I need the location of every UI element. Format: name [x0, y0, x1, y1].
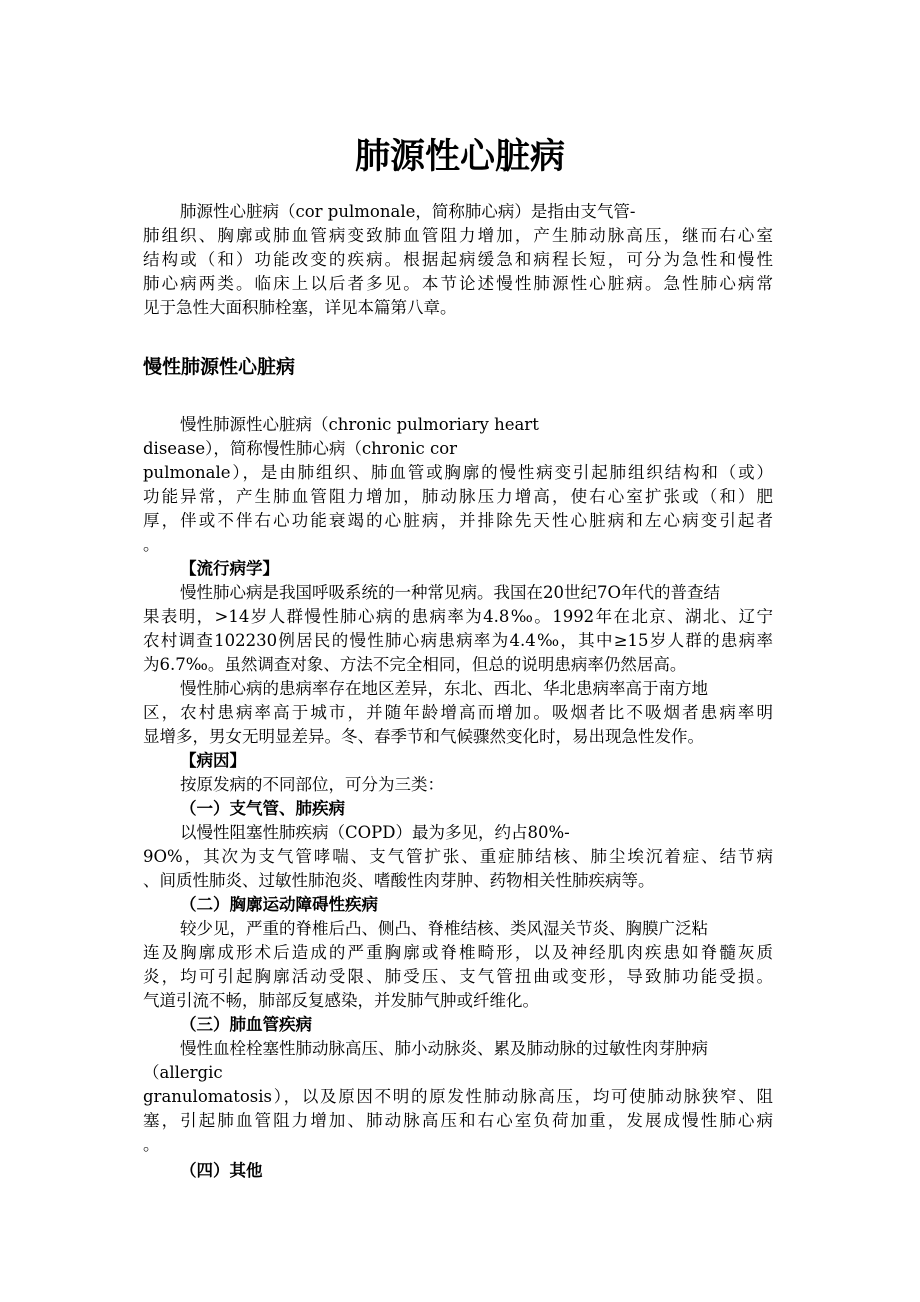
epidemiology-line: 慢性肺心病是我国呼吸系统的一种常见病。我国在20世纪7O年代的普查结 — [180, 583, 721, 602]
etiology-line: 。 — [143, 1135, 160, 1154]
etiology-line: （allergic — [143, 1063, 223, 1082]
epidemiology-line: 果表明，>14岁人群慢性肺心病的患病率为4.8‰。1992年在北京、湖北、辽宁 — [143, 607, 773, 626]
epidemiology-line: 农村调查102230例居民的慢性肺心病患病率为4.4‰，其中≥15岁人群的患病率 — [143, 631, 773, 650]
epidemiology-line: 区，农村患病率高于城市，并随年龄增高而增加。吸烟者比不吸烟者患病率明 — [143, 703, 773, 722]
section-heading: 慢性肺源性心脏病 — [143, 356, 296, 378]
etiology-heading: 【病因】 — [180, 751, 246, 770]
etiology-subheading-4: （四）其他 — [180, 1161, 263, 1180]
epidemiology-line: 慢性肺心病的患病率存在地区差异，东北、西北、华北患病率高于南方地 — [180, 679, 708, 698]
intro-line: 肺源性心脏病（cor pulmonale，简称肺心病）是指由支气管- — [180, 202, 636, 221]
document-title: 肺源性心脏病 — [354, 137, 565, 177]
etiology-line: 连及胸廓成形术后造成的严重胸廓或脊椎畸形，以及神经肌肉疾患如脊髓灰质 — [143, 943, 773, 962]
etiology-line: 以慢性阻塞性肺疾病（COPD）最为多见，约占80%- — [180, 823, 570, 842]
definition-line: 厚，伴或不伴右心功能衰竭的心脏病，并排除先天性心脏病和左心病变引起者 — [143, 511, 773, 530]
etiology-line: 较少见，严重的脊椎后凸、侧凸、脊椎结核、类风湿关节炎、胸膜广泛粘 — [180, 919, 708, 938]
etiology-line: 塞，引起肺血管阻力增加、肺动脉高压和右心室负荷加重，发展成慢性肺心病 — [143, 1111, 773, 1130]
definition-line: 慢性肺源性心脏病（chronic pulmoriary heart — [180, 415, 539, 434]
intro-line: 结构或（和）功能改变的疾病。根据起病缓急和病程长短，可分为急性和慢性 — [143, 250, 773, 269]
etiology-line: 9O%，其次为支气管哮喘、支气管扩张、重症肺结核、肺尘埃沉着症、结节病 — [143, 847, 773, 866]
etiology-line: 炎，均可引起胸廓活动受限、肺受压、支气管扭曲或变形，导致肺功能受损。 — [143, 967, 773, 986]
definition-line: pulmonale），是由肺组织、肺血管或胸廓的慢性病变引起肺组织结构和（或） — [143, 463, 773, 482]
definition-line: 功能异常，产生肺血管阻力增加，肺动脉压力增高，使右心室扩张或（和）肥 — [143, 487, 773, 506]
etiology-line: 气道引流不畅，肺部反复感染，并发肺气肿或纤维化。 — [143, 991, 539, 1010]
epidemiology-line: 为6.7‰。虽然调查对象、方法不完全相同，但总的说明患病率仍然居高。 — [143, 655, 687, 674]
etiology-subheading-3: （三）肺血管疾病 — [180, 1015, 312, 1034]
etiology-subheading-2: （二）胸廓运动障碍性疾病 — [180, 895, 378, 914]
epidemiology-line: 显增多，男女无明显差异。冬、春季节和气候骤然变化时，易出现急性发作。 — [143, 727, 704, 746]
etiology-intro: 按原发病的不同部位，可分为三类： — [180, 775, 444, 794]
epidemiology-heading: 【流行病学】 — [180, 559, 279, 578]
etiology-line: 慢性血栓栓塞性肺动脉高压、肺小动脉炎、累及肺动脉的过敏性肉芽肿病 — [180, 1039, 708, 1058]
definition-line: disease），简称慢性肺心病（chronic cor — [143, 439, 458, 458]
intro-line: 见于急性大面积肺栓塞，详见本篇第八章。 — [143, 298, 457, 317]
intro-line: 肺组织、胸廓或肺血管病变致肺血管阻力增加，产生肺动脉高压，继而右心室 — [143, 226, 773, 245]
intro-line: 肺心病两类。临床上以后者多见。本节论述慢性肺源性心脏病。急性肺心病常 — [143, 274, 773, 293]
etiology-subheading-1: （一）支气管、肺疾病 — [180, 799, 345, 818]
etiology-line: 、间质性肺炎、过敏性肺泡炎、嗜酸性肉芽肿、药物相关性肺疾病等。 — [143, 871, 655, 890]
definition-line: 。 — [143, 535, 160, 554]
etiology-line: granulomatosis），以及原因不明的原发性肺动脉高压，均可使肺动脉狭窄、阻 — [143, 1087, 773, 1106]
